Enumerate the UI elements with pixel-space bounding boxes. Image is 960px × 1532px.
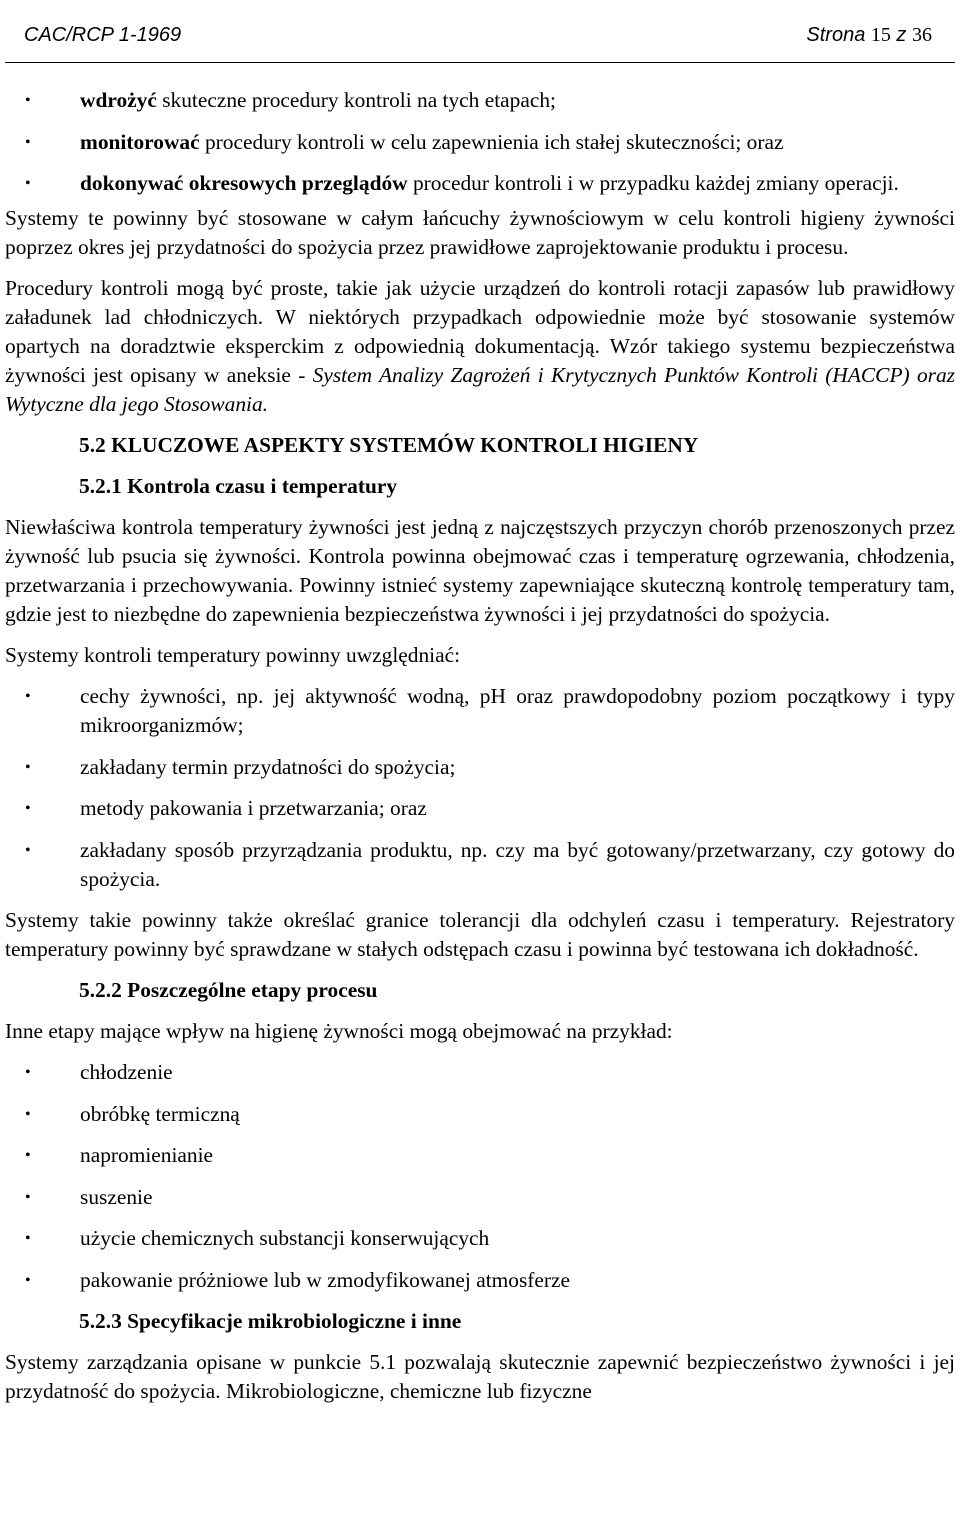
page-number: Strona 15 z 36 (806, 24, 932, 46)
list-item: • napromienianie (5, 1141, 955, 1170)
list-item: • chłodzenie (5, 1058, 955, 1087)
bullet-list-process-steps (5, 1058, 955, 1295)
bullet-list-actions (5, 86, 955, 198)
list-item: • zakładany sposób przyrządzania produktu, np. czy ma być gotowany/przetwarzany, czy gotowy do spożycia. (5, 836, 955, 894)
paragraph: Systemy takie powinny także określać granice tolerancji dla odchyleń czasu i temperatury. Rejestratory temperatury powinny być sprawdzane w stałych odstępach czasu i powinna być testowana ich dokładność. (5, 908, 955, 961)
list-item: • suszenie (5, 1183, 955, 1212)
paragraph: Procedury kontroli mogą być proste, takie jak użycie urządzeń do kontroli rotacji zapasów lub prawidłowy załadunek lad chłodniczych. W niektórych przypadkach odpowiednie może być stosowanie systemów opartych na doradztwie eksperckim z odpowiednią dokumentacją. Wzór takiego systemu bezpieczeństwa żywności jest opisany w aneksie - System Analizy Zagrożeń i Krytycznych Punktów Kontroli (HACCP) oraz Wytyczne dla jego Stosowania. (5, 276, 955, 416)
list-item: • obróbkę termiczną (5, 1100, 955, 1129)
list-item: • monitorować procedury kontroli w celu zapewnienia ich stałej skuteczności; oraz (5, 128, 955, 157)
section-heading-5-2-3: 5.2.3 Specyfikacje mikrobiologiczne i inne (79, 1309, 462, 1333)
page-header (24, 24, 936, 52)
list-item: • pakowanie próżniowe lub w zmodyfikowanej atmosferze (5, 1266, 955, 1295)
list-item: • wdrożyć skuteczne procedury kontroli na tych etapach; (5, 86, 955, 115)
document-code: CAC/RCP 1-1969 (24, 24, 182, 46)
list-item: • zakładany termin przydatności do spożycia; (5, 753, 955, 782)
list-item: • dokonywać okresowych przeglądów procedur kontroli i w przypadku każdej zmiany operacji. (5, 169, 955, 198)
list-item: • metody pakowania i przetwarzania; oraz (5, 794, 955, 823)
section-heading-5-2: 5.2 KLUCZOWE ASPEKTY SYSTEMÓW KONTROLI HIGIENY (79, 433, 699, 457)
header-divider (5, 62, 955, 63)
paragraph: Systemy kontroli temperatury powinny uwzględniać: (5, 643, 461, 667)
page-body (5, 86, 955, 1408)
paragraph: Systemy zarządzania opisane w punkcie 5.1 pozwalają skutecznie zapewnić bezpieczeństwo żywności i jej przydatność do spożycia. Mikrobiologiczne, chemiczne lub fizyczne (5, 1350, 955, 1403)
paragraph: Systemy te powinny być stosowane w całym łańcuchy żywnościowym w celu kontroli higieny żywności poprzez okres jej przydatności do spożycia przez prawidłowe zaprojektowanie produktu i procesu. (5, 206, 955, 259)
paragraph: Niewłaściwa kontrola temperatury żywności jest jedną z najczęstszych przyczyn chorób przenoszonych przez żywność lub psucia się żywności. Kontrola powinna obejmować czas i temperaturę ogrzewania, chłodzenia, przetwarzania i przechowywania. Powinny istnieć systemy zapewniające skuteczną kontrolę temperatury tam, gdzie jest to niezbędne do zapewnienia bezpieczeństwa żywności i jej przydatności do spożycia. (5, 515, 955, 626)
paragraph: Inne etapy mające wpływ na higienę żywności mogą obejmować na przykład: (5, 1019, 673, 1043)
section-heading-5-2-1: 5.2.1 Kontrola czasu i temperatury (79, 474, 398, 498)
section-heading-5-2-2: 5.2.2 Poszczególne etapy procesu (79, 978, 378, 1002)
bullet-list-temperature-factors (5, 682, 955, 894)
list-item: • użycie chemicznych substancji konserwujących (5, 1224, 955, 1253)
list-item: • cechy żywności, np. jej aktywność wodną, pH oraz prawdopodobny poziom początkowy i typy mikroorganizmów; (5, 682, 955, 740)
